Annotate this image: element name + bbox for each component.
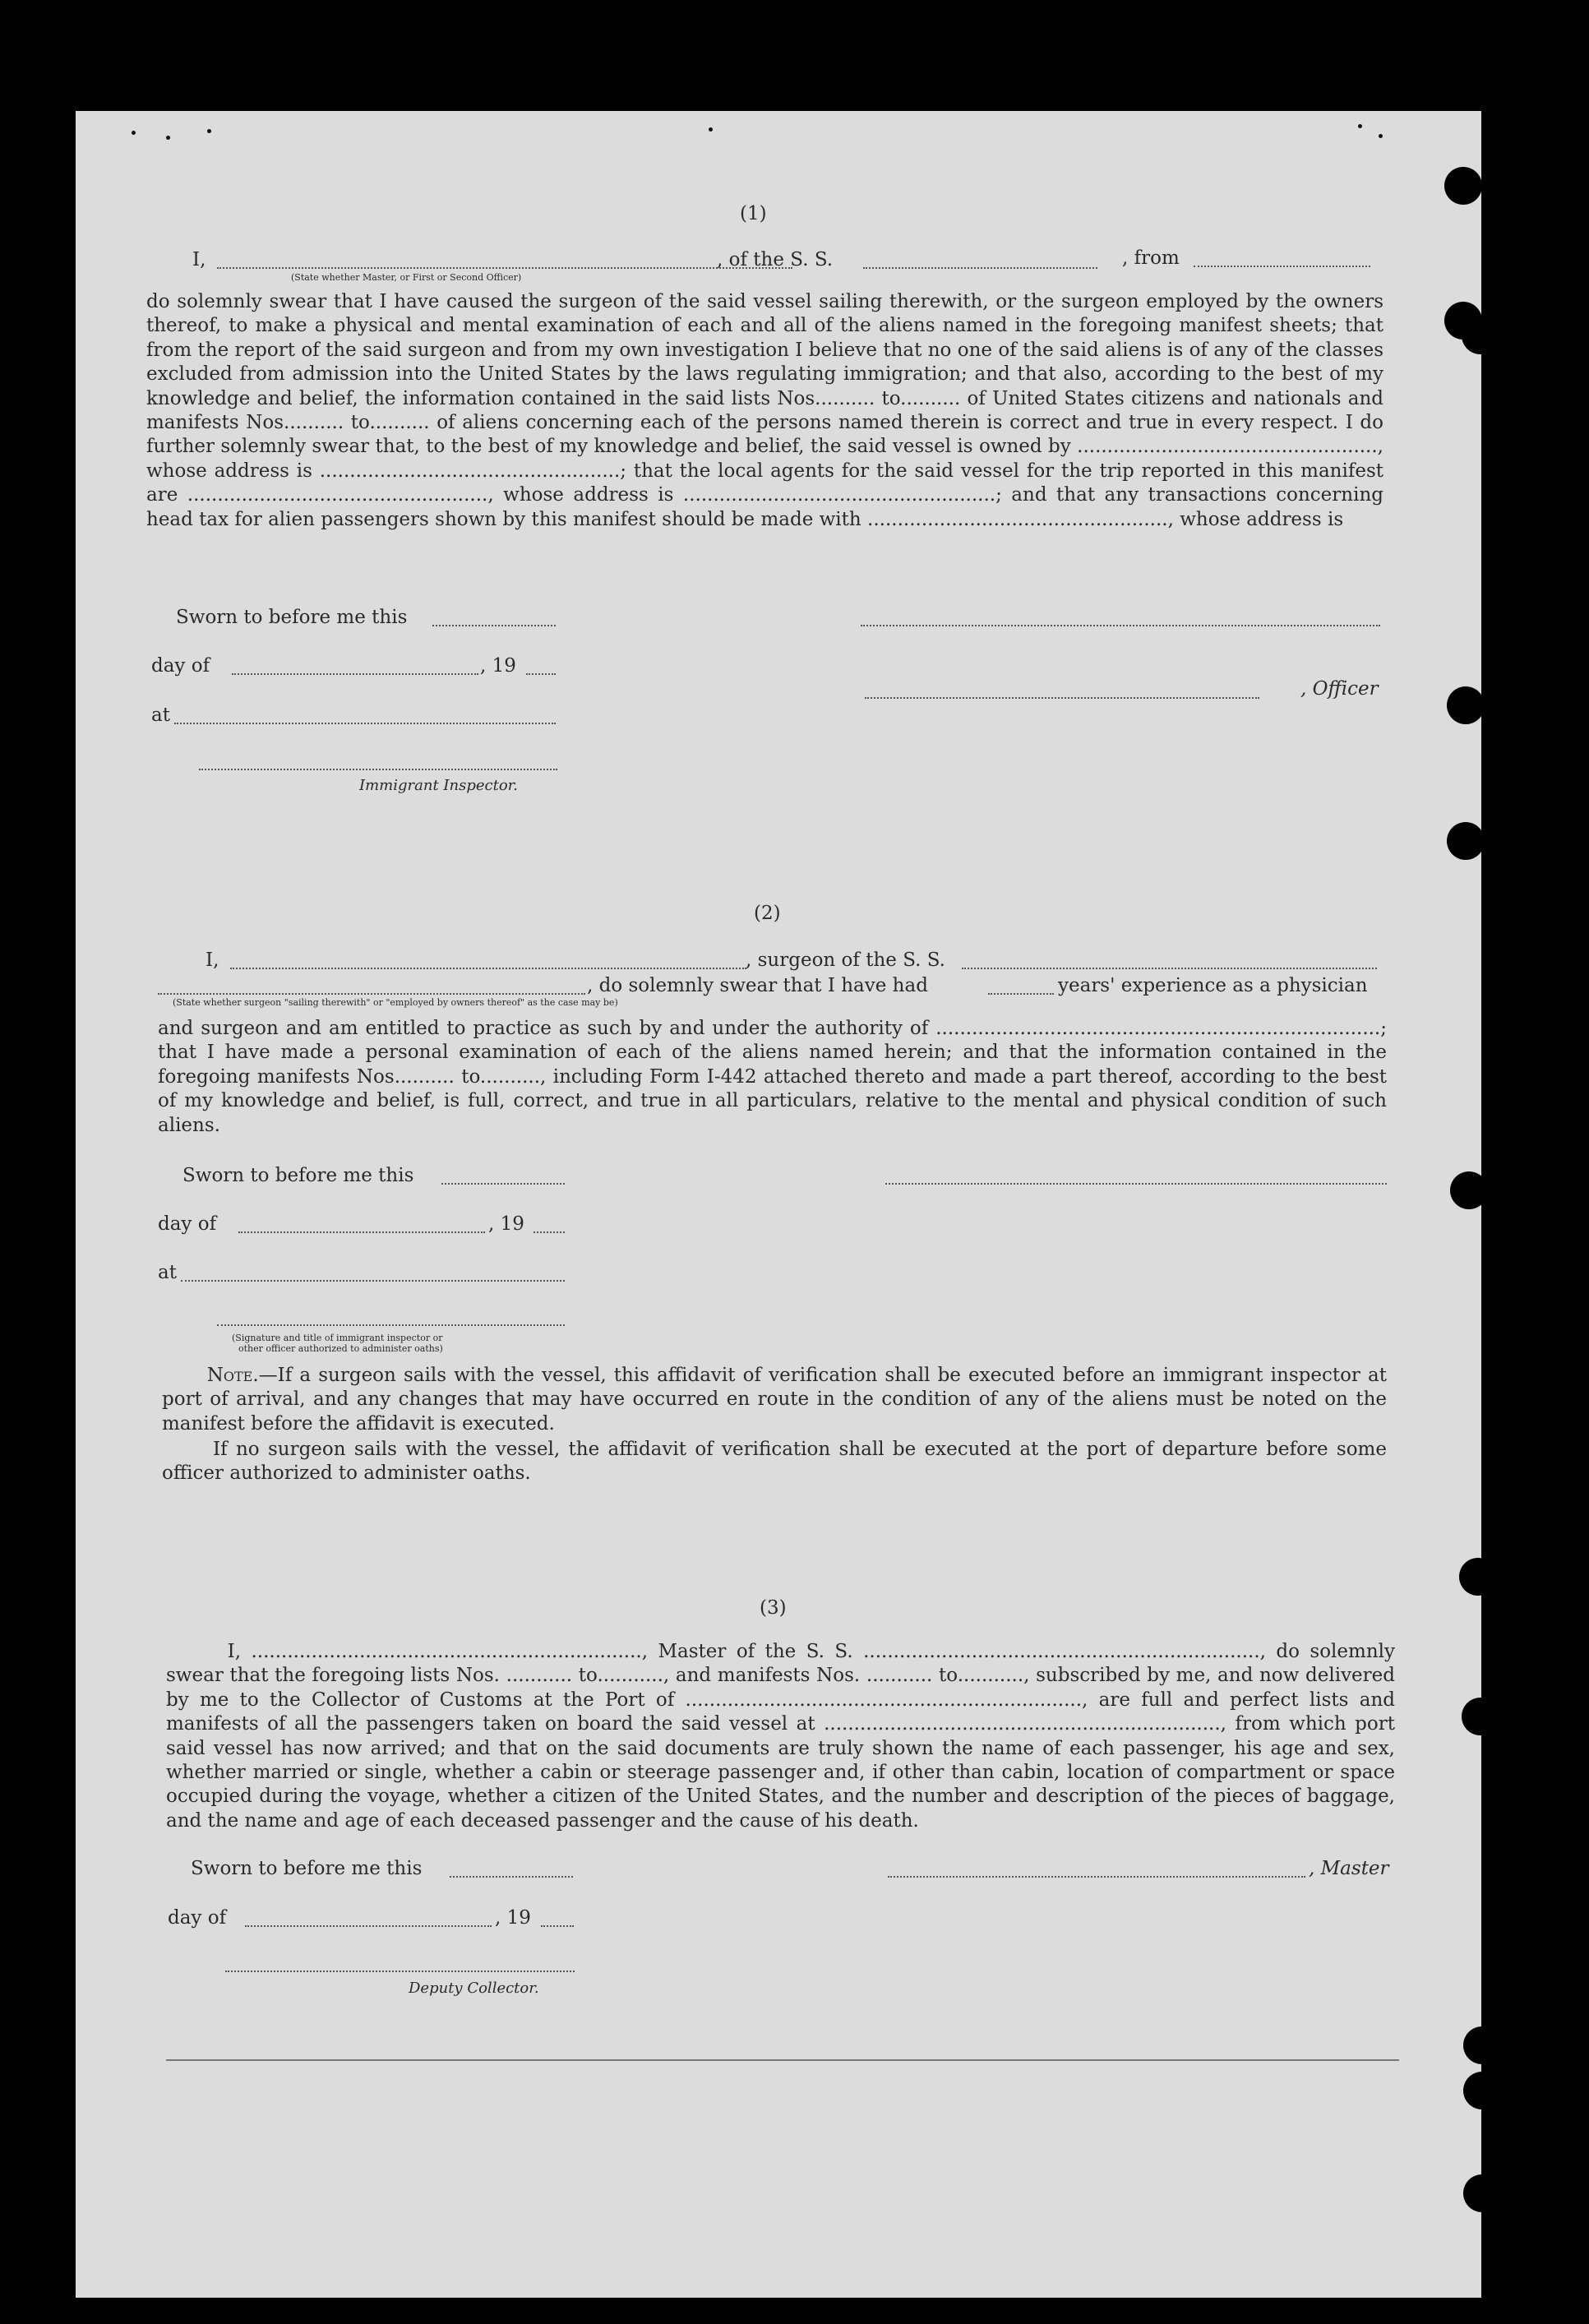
speck <box>132 131 136 135</box>
speck <box>166 136 170 140</box>
section-3-number: (3) <box>760 1597 787 1619</box>
s1-caption: (State whether Master, or First or Second Officer) <box>291 272 522 283</box>
punch-hole-icon <box>1463 2072 1501 2109</box>
s1-inspector-signature-field[interactable] <box>199 769 557 770</box>
punch-hole-icon <box>1462 316 1499 354</box>
s1-i: I, <box>192 249 206 270</box>
s2-years-field[interactable] <box>988 993 1054 995</box>
section-1-number: (1) <box>740 203 767 224</box>
s2-vessel-name-field[interactable] <box>962 968 1377 969</box>
manifest-page <box>76 111 1481 2298</box>
note-label: Note. <box>206 1365 259 1386</box>
s1-sworn: Sworn to before me this <box>176 607 408 628</box>
s2-day-of: day of <box>158 1213 217 1235</box>
s3-body-text: I, ................................................................., Master of the S. S. .................................................................., do solemnly swear that the foregoing lists Nos. ........... to..........., and manifests Nos. ........... to..........., subscribed by me, and now delivered by me to the Collector of Customs at the Port of .................................................................., are full and perfect lists and manifests of all the passengers taken on board the said vessel at .................................................................., from which port said vessel has now arrived; and that on the said documents are truly shown the name of each passenger, his age and sex, whether married or single, whether a cabin or steerage passenger and, if other than cabin, location of compartment or space occupied during the voyage, whether a citizen of the United States, and the number and description of the pieces of baggage, and the name and age of each deceased passenger and the cause of his death. <box>166 1641 1395 1832</box>
s3-master-label: , Master <box>1309 1858 1389 1879</box>
s2-at: at <box>158 1262 177 1283</box>
s2-sig-caption-2: other officer authorized to administer oaths) <box>238 1343 443 1354</box>
s2-body: and surgeon and am entitled to practice as such by and under the authority of ..........................................................................; that I have made a personal examination of each of the aliens named herein; and that the information contained in the foregoing manifests Nos.......... to.........., including Form I-442 attached thereto and made a part thereof, according to the best of my knowledge and belief, is full, correct, and true in all particulars, relative to the mental and physical condition of such aliens. <box>158 1018 1387 1136</box>
punch-hole-icon <box>1444 167 1482 205</box>
punch-hole-icon <box>1447 822 1485 860</box>
s1-sworn-field[interactable] <box>432 625 556 626</box>
punch-hole-icon <box>1463 2026 1501 2064</box>
s3-body <box>166 1640 1395 1837</box>
s1-from: , from <box>1122 247 1180 269</box>
s2-note-2 <box>162 1438 1387 1487</box>
s2-right-line[interactable] <box>885 1183 1387 1185</box>
s3-collector-signature-field[interactable] <box>225 1971 575 1972</box>
note-2-text: If no surgeon sails with the vessel, the affidavit of verification shall be executed at the port of departure before some officer authorized to administer oaths. <box>162 1439 1387 1485</box>
s1-year-field[interactable] <box>526 673 556 675</box>
edge-mark <box>1490 1046 1508 1052</box>
s2-surgeon-type-field[interactable] <box>158 993 585 995</box>
s2-surgeon-of-ss: , surgeon of the S. S. <box>746 949 945 971</box>
s1-vessel-name-field[interactable] <box>863 267 1097 269</box>
s2-day-field[interactable] <box>238 1231 485 1233</box>
s3-year-field[interactable] <box>541 1925 574 1927</box>
s3-day-field[interactable] <box>245 1925 492 1927</box>
punch-hole-icon <box>1459 1558 1497 1596</box>
s1-at-field[interactable] <box>174 723 556 724</box>
edge-mark <box>1481 1431 1501 1439</box>
s2-year: , 19 <box>488 1213 524 1235</box>
s1-officer-name-field[interactable] <box>217 267 792 269</box>
s1-right-line[interactable] <box>861 625 1380 626</box>
s1-day-field[interactable] <box>232 673 478 675</box>
s2-surgeon-name-field[interactable] <box>230 968 746 969</box>
s3-sworn: Sworn to before me this <box>191 1858 423 1879</box>
s1-day-of: day of <box>151 655 210 677</box>
s2-at-field[interactable] <box>181 1280 565 1282</box>
s1-inspector-label: Immigrant Inspector. <box>359 777 519 794</box>
s2-swear: , do solemnly swear that I have had <box>587 975 928 996</box>
s1-officer-label: , Officer <box>1300 678 1379 700</box>
s3-day-of: day of <box>168 1907 227 1929</box>
s2-signature-field[interactable] <box>217 1324 565 1326</box>
s1-year: , 19 <box>480 655 516 677</box>
speck <box>1358 124 1362 128</box>
s2-year-field[interactable] <box>534 1231 565 1233</box>
s2-sworn-field[interactable] <box>441 1183 565 1185</box>
s2-years: years' experience as a physician <box>1058 975 1368 996</box>
punch-hole-icon <box>1462 1698 1499 1735</box>
punch-hole-icon <box>1463 2174 1501 2212</box>
punch-hole-icon <box>1450 1171 1488 1209</box>
speck <box>1379 134 1383 138</box>
s3-master-signature-field[interactable] <box>888 1876 1305 1878</box>
punch-hole-icon <box>1447 686 1485 724</box>
s2-note-1 <box>162 1364 1387 1438</box>
section-2-number: (2) <box>754 903 781 924</box>
s1-at: at <box>151 705 170 726</box>
s2-sworn: Sworn to before me this <box>182 1165 414 1186</box>
s2-sig-caption-1: (Signature and title of immigrant inspector or <box>232 1333 443 1343</box>
bottom-rule <box>166 2059 1399 2061</box>
s3-sworn-field[interactable] <box>450 1876 573 1878</box>
s1-officer-signature-field[interactable] <box>865 697 1259 699</box>
s2-caption: (State whether surgeon "sailing therewith" or "employed by owners thereof" as the case may be) <box>173 997 618 1008</box>
speck <box>709 127 713 132</box>
s3-year: , 19 <box>495 1907 531 1929</box>
s1-of-ss: , of the S. S. <box>717 249 834 270</box>
note-text: —If a surgeon sails with the vessel, this affidavit of verification shall be executed before an immigrant inspector at port of arrival, and any changes that may have occurred en route in the condition of any of the aliens must be noted on the manifest before the affidavit is executed. <box>162 1365 1388 1435</box>
s1-from-field[interactable] <box>1194 266 1370 267</box>
s3-collector-label: Deputy Collector. <box>409 1980 539 1997</box>
s1-body: do solemnly swear that I have caused the surgeon of the said vessel sailing therewith, or the surgeon employed by the owners thereof, to make a physical and mental examination of each and all of the aliens named in the foregoing manifest sheets; that from the report of the said surgeon and from my own investigation I believe that no one of the said aliens is of any of the classes excluded from admission into the United States by the laws regulating immigration; and that also, according to the best of my knowledge and belief, the information contained in the said lists Nos.......... to.......... of United States citizens and nationals and manifests Nos.......... to.......... of aliens concerning each of the persons named therein is correct and true in every respect. I do further solemnly swear that, to the best of my knowledge and belief, the said vessel is owned by .................................................., whose address is ..................................................; that the local agents for the said vessel for the trip reported in this manifest are .................................................., whose address is ....................................................; and that any transactions concerning head tax for alien passengers shown by this manifest should be made with .................................................., whose address is <box>146 291 1383 530</box>
s2-i: I, <box>206 949 219 971</box>
speck <box>207 129 211 133</box>
